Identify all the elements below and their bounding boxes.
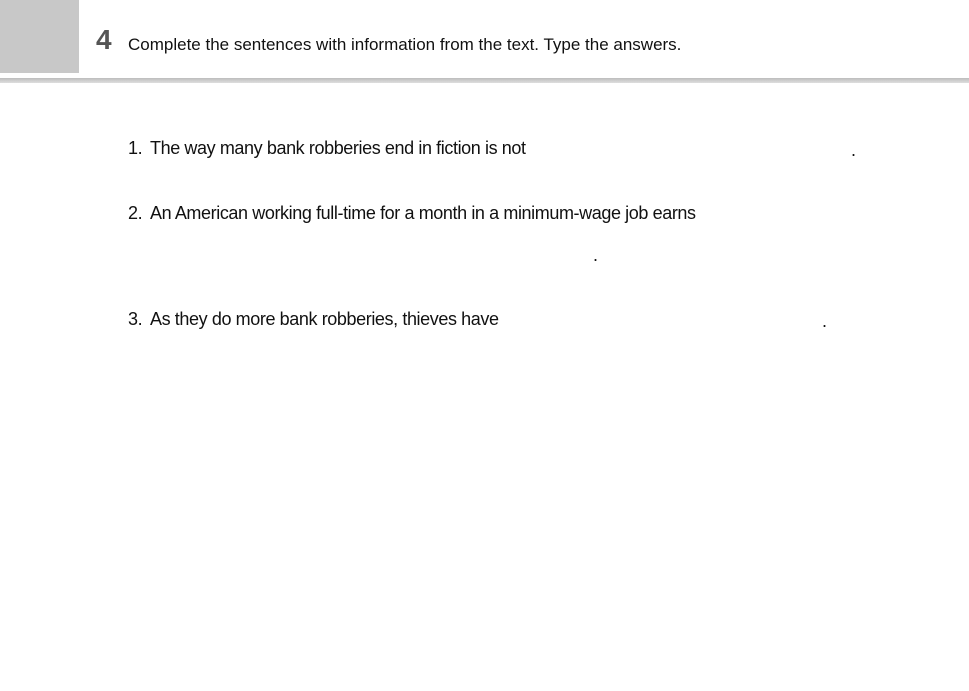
header-accent-block: [0, 0, 79, 73]
question-2-text: An American working full-time for a month in a minimum-wage job earns: [150, 203, 696, 223]
question-3-text: As they do more bank robberies, thieves have: [150, 309, 499, 329]
exercise-header: [0, 0, 969, 78]
question-3: [128, 307, 499, 331]
question-1-number: 1.: [128, 138, 143, 158]
question-1-period: .: [851, 140, 857, 160]
question-1-text: The way many bank robberies end in fiction is not: [150, 138, 526, 158]
exercise-instruction: Complete the sentences with information from the text. Type the answers.: [128, 35, 682, 54]
question-1-answer-input[interactable]: [527, 137, 847, 161]
exercise-number: 4: [96, 24, 112, 55]
header-divider: [0, 78, 969, 83]
question-3-number: 3.: [128, 309, 143, 329]
question-2: [128, 201, 696, 225]
question-2-number: 2.: [128, 203, 143, 223]
question-3-period: .: [822, 311, 828, 331]
question-1: [128, 136, 526, 160]
question-2-answer-input[interactable]: [150, 242, 590, 266]
question-3-answer-input[interactable]: [497, 308, 817, 332]
question-2-period: .: [593, 245, 599, 265]
